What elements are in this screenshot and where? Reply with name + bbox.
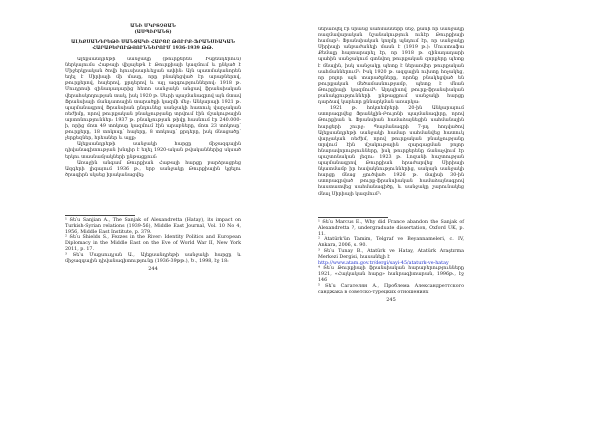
left-page: [65, 0, 241, 272]
footnote: ¹ Տե՛ս Marcus E., Why did France abandon the Sanjak of Alexandretta ?, undergraduate dissertation, Oxford UK, p. 11.: [318, 220, 464, 237]
paragraph: Ալեքսանդրեթի սանջակի հարցը միջազգային դիվանագիտության խնդիր է եղել 1920-ական թվականներից սկսած երկու տասնամյակների ընթացքում:: [65, 142, 241, 160]
footnote: ¹ Տե՛ս Sanjian A., The Sanjak of Alexandretta (Hatay), its impact on Turkish-Syrian relations (1939-56), Middle East Journal, Vol. 10 No 4, 1956, Middle East Institute, p. 379.: [65, 218, 241, 235]
footnote-link[interactable]: http://www.atam.gov.tr/dergi/sayi-45/ataturk-ve-hatay: [318, 260, 449, 266]
footnote-divider: [65, 215, 135, 216]
paragraph: 1921 թ. հոկտեմբերի 20-ին Անկարայում ստորագրվեց Ֆրանկլին-Բույոնի պայմանագիրը, որով Թուրքիան և Ֆրանսիան համաձայնեցին սահմանային հարցերի շուրջ: Պայմանագրի 7-րդ հոդվածով Ալեքսանդրեթի սանջակի համար սահմանվեց հատուկ վարչական ռեժիմ, որով թուրքական բնակչությանը տրվում էին մշակութային զարգացման բոլոր հնարավորությունները, իսկ թուրքերենը ճանաչվում էր պաշտոնական լեզու: 1923 թ. Լոզանի հաշտության պայմանագրով Թուրքիան հրաժարվեց Սիրիայի նկատմամբ իր հավակնություններից, սակայն սանջակի հարցը մնաց չլուծված: 1926 թ. մայիսի 30-ին ստորագրված թուրք-ֆրանսիական համաձայնագրով հաստատվեց սահմանագիծը, և սանջակը շարունակեց մնալ Սիրիայի կազմում⁵:: [318, 106, 464, 197]
footnote-divider: [318, 217, 388, 218]
page-number: 245: [386, 297, 396, 304]
body-text: [318, 27, 464, 211]
paragraph: Ալեքսանդրեթի սանջակը (թուրքերեն՝ Իսքենդերուն) ներկայումս Հաթայի վիլայեթն է Թուրքիայի կազմում և ընկած է Միջերկրական ծովի հյուսիսարևելյան ափին: Այն պատմականորեն եղել է Սիրիայի մի մասը, որը բնակեցված էր արաբներով, թուրքերով, հայերով, քրդերով և այլ ազգություններով: 1918 թ. Մուդրոսի զինադադարից հետո սանջակն անցավ ֆրանսիական վերահսկողության տակ, իսկ 1920 թ. Սևրի պայմանագրով այն մտավ Ֆրանսիայի մանդատային տարածքի կազմի մեջ: Անկարայի 1921 թ. պայմանագրով Ֆրանսիան ընդունեց սանջակի հատուկ վարչական ռեժիմը, որով թուրքական բնակչությանը տրվում էին մշակութային արտոնություններ: 1937 թ. բնակչության թիվը հասնում էր 240.000-ի, որից մոտ 49 տոկոսը կազմում էին արաբները, մոտ 23 տոկոսը՝ թուրքերը, 18 տոկոսը՝ հայերը, 8 տոկոսը՝ քրդերը, իսկ մնացածը՝ չերքեզներ, հրեաներ և այլք:: [65, 57, 241, 142]
footnotes: [65, 218, 241, 264]
paragraph: Առաջին անգամ Թուրքիան Հաթայի հարցը բարձրացրեց Ազգերի լիգայում 1936 թ., երբ սանջակը Թուրքիային կցելու ծրագիրն սկսեց իրականացվել:: [65, 160, 241, 178]
footnote: ⁵ Տե՛ս Сагателян А., Проблема Александреттского санджака в советско-турецких отношениях: [318, 283, 464, 295]
article-header: [65, 24, 241, 52]
footnote: ² Տե՛ս Shields S., Fezzes in the River: Identity Politics and European Diplomacy in the Middle East on the Eve of World War II, New York 2011, p. 17.: [65, 235, 241, 252]
article-title-line2: ՀԱՐԱԲԵՐՈՒԹՅՈՒՆՆԵՐՈՒՄ 1936-1939 ԹԹ.: [92, 46, 214, 51]
author-status: (ԱՍՊԻՐԱՆՏ): [134, 30, 172, 35]
footnote: ³ Տե՛ս Մաքսուդյան Ա., Ալեքսանդրեթի սանջակի հարցը և միջազգային դիվանագիտությունը (1936-39թթ.), Ե., 1998, էջ 18:: [65, 252, 241, 264]
footnotes: [318, 220, 464, 295]
footnote: ² Atatürk'ün Tamim, Telgraf ve Beyannameleri, c. IV, Ankara, 2006, s. 90.: [318, 237, 464, 249]
footnote: ³ Տե՛ս Tunay B., Atatürk ve Hatay, Atatürk Araştırma Merkezi Dergisi, հասանելի է: [318, 248, 464, 260]
body-text: [65, 57, 241, 209]
page-number: 244: [148, 266, 158, 273]
right-page: [318, 0, 464, 303]
author-name: ԱՆԻ ՄԿՐՏՉՅԱՆ: [130, 24, 176, 29]
footnote: ⁴ Տե՛ս Թուրքիայի ֆրանսիական հարաբերությունները 1921, «Հայկական հարց» հանրագիտարան, 1996թ., էջ 146: [318, 266, 464, 283]
article-title-line1: ԱԼԵՔՍԱՆԴՐԵԹԻ ՍԱՆՋԱԿԻ ՀԱՐՑԸ ԹՈՒՐՔ-ՖՐԱՆՍԻԱԿԱՆ: [71, 40, 235, 45]
paragraph: ներառվել էր նրանց սահմանների մեջ, քանի որ սանջակը ռազմավարական նշանակություն ունէր Թուրքիայի համար²: Ֆրանսիական կողմը պնդում էր, որ սանջակը Սիրիայի անբաժանելի մասն է (1919 թ.): Մուստաֆա Քեմալը հայտարարել էր, որ 1918 թ. զինադադարի պահին սանջակում գտնվող թուրքական զորքերը պետք է մնային, իսկ սանջակը պետք է ներառվեր թուրքական սահմաններում³: Իսկ 1920 թ. ազգային ուխտը հռչակեց, որ բոլոր այն տարածքները, որոնք բնակեցված են թուրքական մեծամասնությամբ, պետք է մնան Թուրքիայի կազմում⁴: Այդպիսով թուրք-ֆրանսիական բանակցությունների ընթացքում սանջակի հարցը դարձավ կարևոր քննարկման առարկա:: [318, 27, 464, 106]
